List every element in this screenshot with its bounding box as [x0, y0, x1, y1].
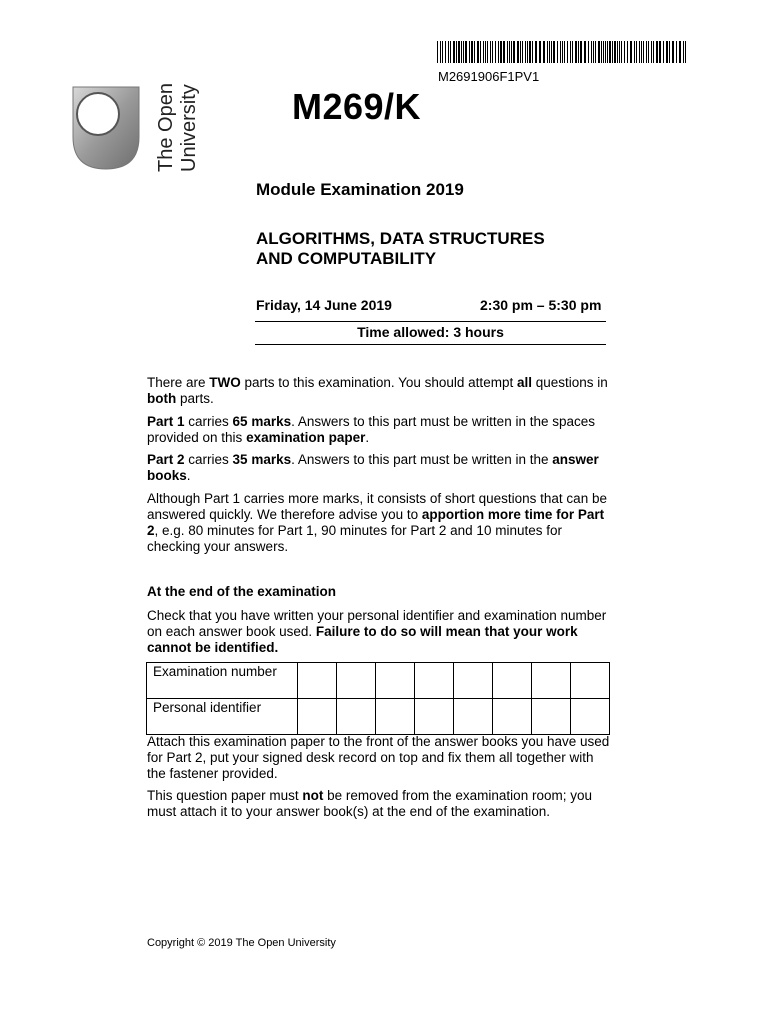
- barcode-bar: [627, 41, 628, 63]
- barcode-bar: [437, 41, 438, 63]
- barcode-bar: [666, 41, 668, 63]
- exam-date: Friday, 14 June 2019: [256, 297, 392, 313]
- instruction-paragraph-1: There are TWO parts to this examination. You should attempt all questions in both parts.: [147, 375, 608, 406]
- personal-identifier-box[interactable]: [493, 699, 532, 735]
- barcode-bar: [630, 41, 632, 63]
- barcode-bar: [676, 41, 677, 63]
- barcode-bar: [442, 41, 443, 63]
- personal-identifier-label: Personal identifier: [147, 699, 298, 735]
- barcode-bar: [480, 41, 481, 63]
- barcode-bar: [584, 41, 586, 63]
- personal-identifier-box[interactable]: [415, 699, 454, 735]
- barcode-bar: [453, 41, 455, 63]
- logo-line-2: University: [178, 84, 200, 172]
- end-paragraph-3: This question paper must not be removed from the examination room; you must attach it to your answer book(s) at the end of the examination.: [147, 788, 592, 819]
- end-paragraph-2: Attach this examination paper to the front of the answer books you have used for Part 2, put your signed desk record on top and fix them all together with the fastener provided.: [147, 734, 610, 781]
- barcode-bar: [663, 41, 664, 63]
- barcode-bar: [495, 41, 496, 63]
- exam-number-box[interactable]: [337, 663, 376, 699]
- barcode-bar: [503, 41, 505, 63]
- barcode-bar: [511, 41, 512, 63]
- personal-identifier-box[interactable]: [532, 699, 571, 735]
- barcode-bar: [500, 41, 502, 63]
- barcode-bar: [639, 41, 640, 63]
- logo-wordmark: [155, 83, 201, 172]
- barcode-bar: [448, 41, 449, 63]
- exam-title: Module Examination 2019: [256, 180, 464, 199]
- logo-line-1: The Open: [155, 83, 177, 172]
- barcode-bar: [653, 41, 654, 63]
- barcode-bar: [651, 41, 652, 63]
- end-of-exam-heading: At the end of the examination: [147, 584, 337, 599]
- barcode-bar: [601, 41, 602, 63]
- barcode-bar: [477, 41, 479, 63]
- barcode-bar: [641, 41, 642, 63]
- exam-number-box[interactable]: [532, 663, 571, 699]
- barcode-bar: [535, 41, 537, 63]
- barcode-bar: [656, 41, 658, 63]
- barcode-bar: [572, 41, 573, 63]
- table-row: [147, 699, 610, 735]
- barcode-bar: [445, 41, 446, 63]
- barcode-bar: [522, 41, 523, 63]
- module-title: [256, 229, 616, 269]
- exam-number-label: Examination number: [147, 663, 298, 699]
- barcode-bar: [603, 41, 604, 63]
- module-title-line-1: ALGORITHMS, DATA STRUCTURES: [256, 229, 545, 248]
- barcode-number: M2691906F1PV1: [438, 69, 540, 84]
- barcode-bar: [609, 41, 611, 63]
- barcode-bar: [469, 41, 470, 63]
- barcode-bar: [669, 41, 670, 63]
- barcode-bar: [547, 41, 548, 63]
- barcode-bar: [588, 41, 589, 63]
- barcode-bar: [483, 41, 484, 63]
- barcode-bar: [575, 41, 577, 63]
- barcode-bar: [539, 41, 541, 63]
- copyright-notice: Copyright © 2019 The Open University: [147, 937, 336, 949]
- barcode-bar: [485, 41, 486, 63]
- barcode-bar: [567, 41, 568, 63]
- personal-identifier-box[interactable]: [376, 699, 415, 735]
- barcode-bar: [634, 41, 635, 63]
- barcode-bar: [471, 41, 473, 63]
- barcode-bar: [529, 41, 531, 63]
- exam-number-box[interactable]: [415, 663, 454, 699]
- barcode-bar: [543, 41, 545, 63]
- personal-identifier-box[interactable]: [571, 699, 610, 735]
- barcode-bar: [679, 41, 681, 63]
- exam-number-box[interactable]: [571, 663, 610, 699]
- barcode-bar: [498, 41, 499, 63]
- barcode-bar: [520, 41, 521, 63]
- barcode-bar: [465, 41, 467, 63]
- barcode-bar: [564, 41, 565, 63]
- exam-time: 2:30 pm – 5:30 pm: [480, 297, 602, 313]
- barcode-bar: [593, 41, 594, 63]
- barcode-bar: [580, 41, 582, 63]
- barcode-bar: [619, 41, 620, 63]
- barcode-bar: [487, 41, 488, 63]
- barcode-bar: [560, 41, 561, 63]
- barcode-bar: [685, 41, 686, 63]
- barcode-bar: [474, 41, 475, 63]
- barcode-bar: [648, 41, 649, 63]
- personal-identifier-box[interactable]: [454, 699, 493, 735]
- barcode-bar: [624, 41, 625, 63]
- personal-identifier-box[interactable]: [298, 699, 337, 735]
- identifier-table: [146, 662, 610, 735]
- barcode-bar: [450, 41, 451, 63]
- barcode-bar: [525, 41, 526, 63]
- barcode-bar: [513, 41, 515, 63]
- exam-number-box[interactable]: [493, 663, 532, 699]
- barcode-bar: [490, 41, 491, 63]
- barcode-bar: [607, 41, 608, 63]
- barcode-bar: [614, 41, 616, 63]
- barcode-bar: [591, 41, 592, 63]
- barcode-bar: [557, 41, 558, 63]
- time-allowed: Time allowed: 3 hours: [357, 324, 504, 340]
- exam-number-box[interactable]: [454, 663, 493, 699]
- course-code: M269/K: [292, 86, 422, 127]
- divider-bottom: [255, 344, 606, 345]
- barcode-bar: [553, 41, 555, 63]
- barcode-bar: [646, 41, 647, 63]
- end-paragraph-1: Check that you have written your personal identifier and examination number on each answer book used. Failure to do so will mean that your work cannot be identified.: [147, 608, 607, 655]
- barcode: [437, 41, 686, 63]
- barcode-bar: [636, 41, 637, 63]
- table-row: [147, 663, 610, 699]
- barcode-bar: [549, 41, 550, 63]
- barcode-bar: [595, 41, 596, 63]
- barcode-bar: [461, 41, 462, 63]
- barcode-bar: [517, 41, 519, 63]
- barcode-bar: [578, 41, 579, 63]
- instruction-paragraph-3: Part 2 carries 35 marks. Answers to this part must be written in the answer books.: [147, 452, 599, 483]
- barcode-bar: [570, 41, 571, 63]
- barcode-bar: [562, 41, 563, 63]
- barcode-bar: [492, 41, 493, 63]
- module-title-line-2: AND COMPUTABILITY: [256, 249, 437, 268]
- instruction-paragraph-2: Part 1 carries 65 marks. Answers to this part must be written in the spaces provided on this examination paper.: [147, 414, 595, 445]
- barcode-bar: [683, 41, 684, 63]
- exam-number-box[interactable]: [298, 663, 337, 699]
- barcode-bar: [672, 41, 674, 63]
- exam-number-box[interactable]: [376, 663, 415, 699]
- barcode-bar: [659, 41, 661, 63]
- barcode-bar: [509, 41, 510, 63]
- divider-top: [255, 321, 606, 322]
- personal-identifier-box[interactable]: [337, 699, 376, 735]
- barcode-bar: [605, 41, 606, 63]
- barcode-bar: [527, 41, 528, 63]
- barcode-bar: [612, 41, 613, 63]
- barcode-bar: [456, 41, 457, 63]
- barcode-bar: [621, 41, 622, 63]
- instruction-paragraph-4: Although Part 1 carries more marks, it consists of short questions that can be answered quickly. We therefore advise you to apportion more time for Part 2, e.g. 80 minutes for Part 1, 90 minutes for Part 2 and 10 minutes for checking your answers.: [147, 491, 607, 554]
- barcode-bar: [643, 41, 644, 63]
- open-university-logo-icon: [71, 85, 141, 171]
- barcode-bar: [463, 41, 464, 63]
- barcode-bar: [551, 41, 552, 63]
- barcode-bar: [532, 41, 533, 63]
- barcode-bar: [617, 41, 618, 63]
- barcode-bar: [598, 41, 600, 63]
- barcode-bar: [507, 41, 508, 63]
- barcode-bar: [440, 41, 441, 63]
- barcode-bar: [458, 41, 460, 63]
